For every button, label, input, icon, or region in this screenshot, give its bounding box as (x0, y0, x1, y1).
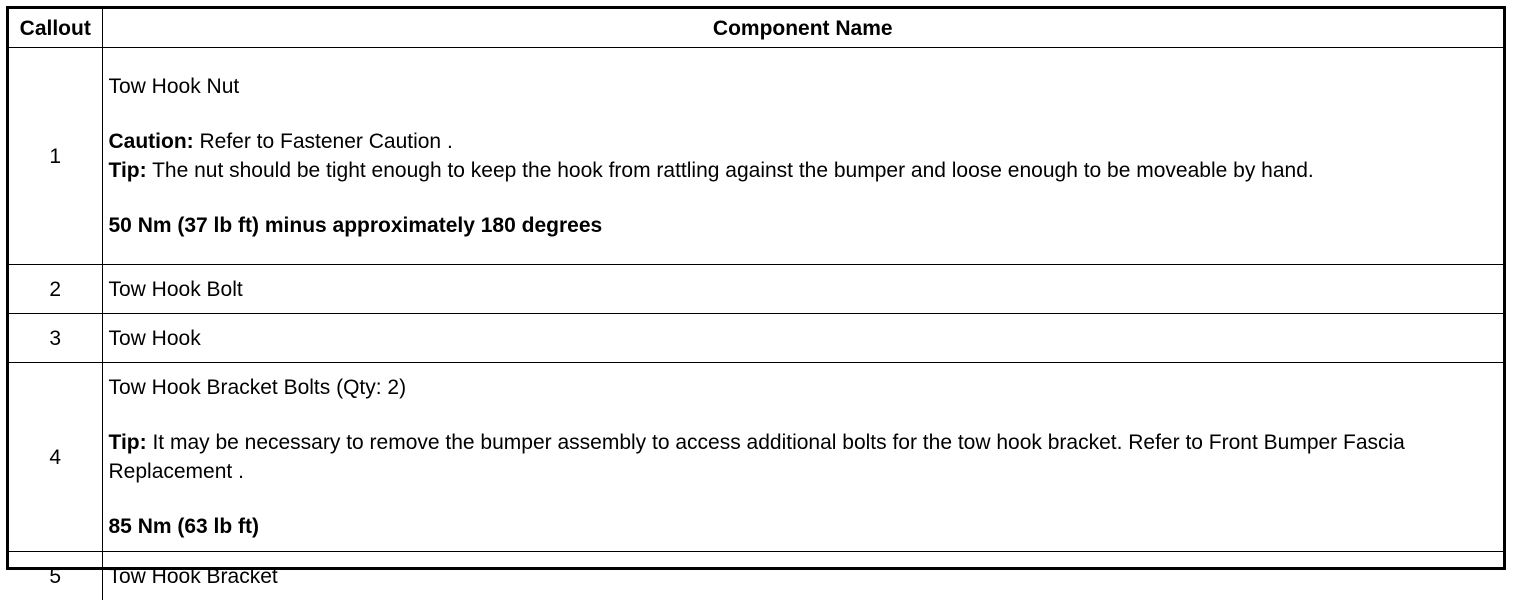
callout-number: 1 (9, 48, 102, 265)
caution-text: Refer to Fastener Caution . (194, 130, 453, 153)
callout-number: 4 (9, 363, 102, 552)
torque-spec: 85 Nm (63 lb ft) (109, 512, 1496, 541)
caution-label: Caution: (109, 130, 194, 153)
tip-text: It may be necessary to remove the bumper assembly to access additional bolts for the tow hook bracket. Refer to Front Bumper Fascia Replacement . (109, 431, 1405, 483)
callout-number: 2 (9, 265, 102, 314)
tip-note (109, 428, 1496, 486)
component-name: Tow Hook Bracket (102, 552, 1503, 600)
callout-column-header: Callout (9, 9, 102, 48)
component-name: Tow Hook Nut (109, 72, 1496, 101)
component-table (6, 6, 1506, 570)
table-row (9, 552, 1503, 600)
component-name: Tow Hook Bracket Bolts (Qty: 2) (109, 373, 1496, 402)
component-name: Tow Hook Bolt (102, 265, 1503, 314)
callout-number: 5 (9, 552, 102, 600)
component-cell (102, 48, 1503, 265)
table-row (9, 48, 1503, 265)
callout-number: 3 (9, 314, 102, 363)
torque-spec: 50 Nm (37 lb ft) minus approximately 180 degrees (109, 211, 1496, 240)
tip-note (109, 156, 1496, 185)
table-row (9, 363, 1503, 552)
table-header-row (9, 9, 1503, 48)
component-cell (102, 363, 1503, 552)
table-row (9, 314, 1503, 363)
tip-label: Tip: (109, 431, 147, 454)
component-table-grid (9, 9, 1503, 600)
table-row (9, 265, 1503, 314)
tip-text: The nut should be tight enough to keep the hook from rattling against the bumper and loose enough to be moveable by hand. (147, 159, 1314, 182)
caution-note (109, 127, 1496, 156)
component-name-column-header: Component Name (102, 9, 1503, 48)
component-name: Tow Hook (102, 314, 1503, 363)
tip-label: Tip: (109, 159, 147, 182)
